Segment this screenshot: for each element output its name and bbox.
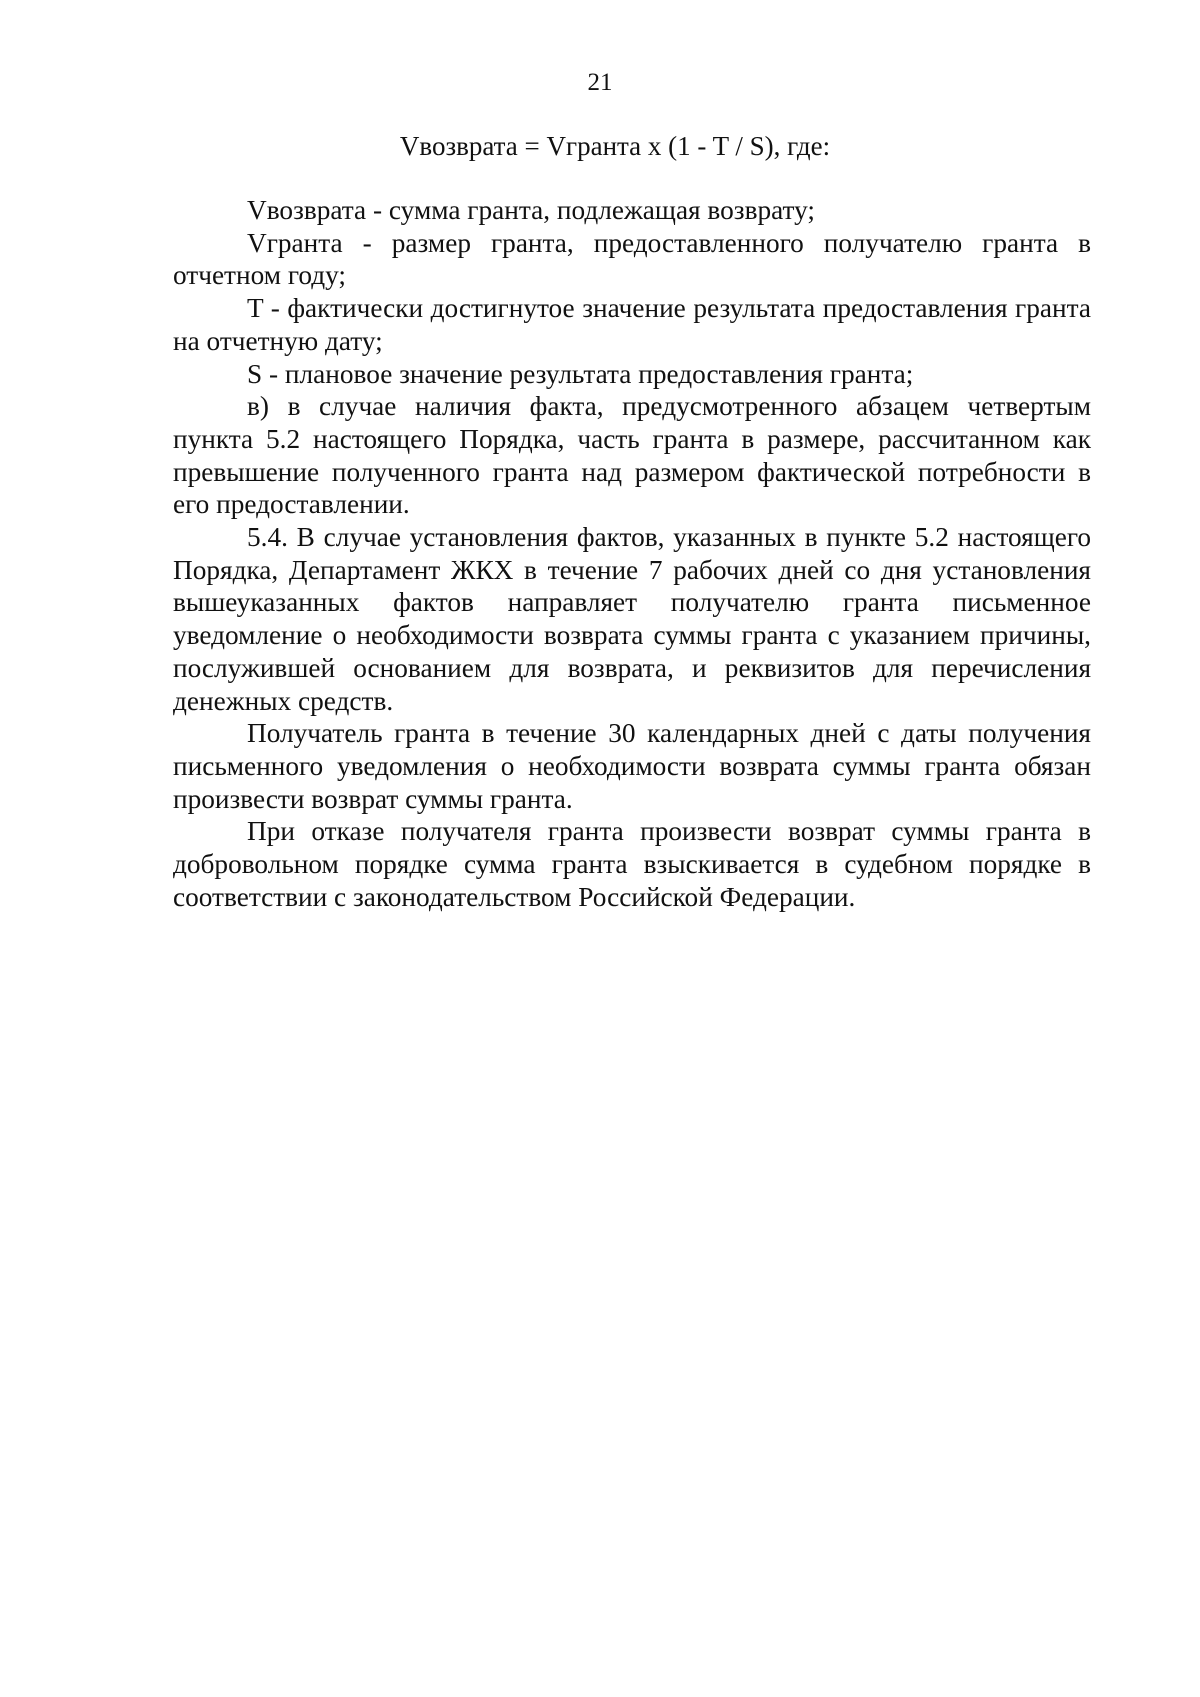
paragraph-v-grant-definition: Vгранта - размер гранта, предоставленного получателю гранта в отчетном году; [173, 227, 1091, 291]
paragraph-item-v: в) в случае наличия факта, предусмотренного абзацем четвертым пункта 5.2 настоящего Порядка, часть гранта в размере, рассчитанном как превышение полученного гранта над размером фактической потребности в его предоставлении. [173, 391, 1091, 520]
paragraph-clause-5-4: 5.4. В случае установления фактов, указанных в пункте 5.2 настоящего Порядка, Департамент ЖКХ в течение 7 рабочих дней со дня установления вышеуказанных фактов направляет получателю гранта письменное уведомление о необходимости возврата суммы гранта с указанием причины, послужившей основанием для возврата, и реквизитов для перечисления денежных средств. [173, 522, 1091, 716]
paragraph-v-return-definition: Vвозврата - сумма гранта, подлежащая возврату; [247, 195, 815, 225]
paragraph-s-definition: S - плановое значение результата предоставления гранта; [247, 358, 914, 389]
paragraph-recipient-obligation: Получатель гранта в течение 30 календарных дней с даты получения письменного уведомления о необходимости возврата суммы гранта обязан произвести возврат суммы гранта. [173, 718, 1091, 814]
paragraph-t-definition: T - фактически достигнутое значение результата предоставления гранта на отчетную дату; [173, 293, 1091, 356]
formula: Vвозврата = Vгранта x (1 - T / S), где: [399, 131, 831, 161]
document-body [173, 194, 1091, 913]
paragraph-refusal-consequence: При отказе получателя гранта произвести возврат суммы гранта в добровольном порядке сумма гранта взыскивается в судебном порядке в соответствии с законодательством Российской Федерации. [173, 816, 1091, 912]
page-number: 21 [587, 69, 613, 96]
